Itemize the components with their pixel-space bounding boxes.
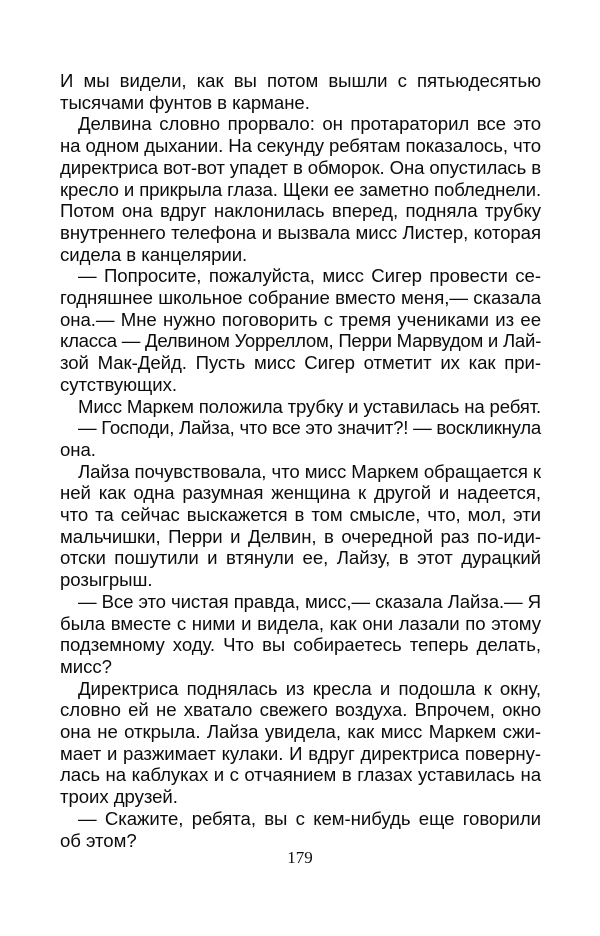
text-line: Директриса поднялась из кресла и подошла к окну, <box>78 677 541 699</box>
text-line: словно ей не хватало свежего воздуха. Впрочем, окно <box>60 699 541 721</box>
text-line: тысячами фунтов в кармане. <box>60 91 310 113</box>
text-line: мальчишки, Перри и Делвин, в очередной раз по-иди- <box>60 525 541 547</box>
text-line: об этом? <box>60 829 137 851</box>
text-line: директриса вот-вот упадет в обморок. Она опустилась в <box>60 156 541 178</box>
text-line: Делвина словно прорвало: он протараторил все это <box>78 113 541 135</box>
text-line: розыгрыш. <box>60 569 153 591</box>
text-line: мает и разжимает кулаки. И вдруг директриса поверну- <box>60 742 541 764</box>
text-line: — Попросите, пожалуйста, мисс Сигер провести се- <box>78 265 541 287</box>
page-number: 179 <box>287 848 313 867</box>
text-line: что та сейчас выскажется в том смысле, что, мол, эти <box>60 504 541 525</box>
text-line: сидела в канцелярии. <box>60 243 248 265</box>
text-line: — Все это чистая правда, мисс,— сказала Лайза.— Я <box>78 590 541 612</box>
text-line: — Господи, Лайза, что все это значит?! — воскликнула <box>78 417 541 439</box>
text-line: годняшнее школьное собрание вместо меня,— сказала <box>60 287 541 308</box>
text-line: Мисс Маркем положила трубку и уставилась на ребят. <box>78 395 541 417</box>
text-line: на одном дыхании. На секунду ребятам показалось, что <box>60 135 541 157</box>
text-line: И мы видели, как вы потом вышли с пятьюдесятью <box>60 70 541 91</box>
text-line: она. <box>60 438 96 460</box>
text-line: была вместе с ними и видела, как они лазали по этому <box>60 612 541 634</box>
text-line: она.— Мне нужно поговорить с тремя учениками из ее <box>60 308 541 330</box>
text-line: Лайза почувствовала, что мисс Маркем обращается к <box>78 460 541 482</box>
text-line: внутреннего телефона и вызвала мисс Листер, которая <box>60 221 541 243</box>
text-line: она не открыла. Лайза увидела, как мисс Маркем сжи- <box>60 721 541 742</box>
text-line: ней как одна разумная женщина к другой и надеется, <box>60 482 541 504</box>
text-line: подземному ходу. Что вы собираетесь теперь делать, <box>60 634 541 656</box>
text-line: Потом она вдруг наклонилась вперед, подняла трубку <box>60 200 541 222</box>
text-line: мисс? <box>60 655 112 677</box>
text-line: кресло и прикрыла глаза. Щеки ее заметно побледнели. <box>60 178 541 200</box>
text-line: зой Мак-Дейд. Пусть мисс Сигер отметит их как при- <box>60 352 541 374</box>
text-line: сутствующих. <box>60 373 177 395</box>
text-line: троих друзей. <box>60 786 178 808</box>
text-line: — Скажите, ребята, вы с кем-нибудь еще говорили <box>78 807 541 829</box>
text-line: отски пошутили и втянули ее, Лайзу, в этот дурацкий <box>60 547 541 569</box>
text-line: лась на каблуках и с отчаянием в глазах уставилась на <box>60 764 541 786</box>
text-line: класса — Делвином Уорреллом, Перри Марвудом и Лай- <box>60 330 541 352</box>
